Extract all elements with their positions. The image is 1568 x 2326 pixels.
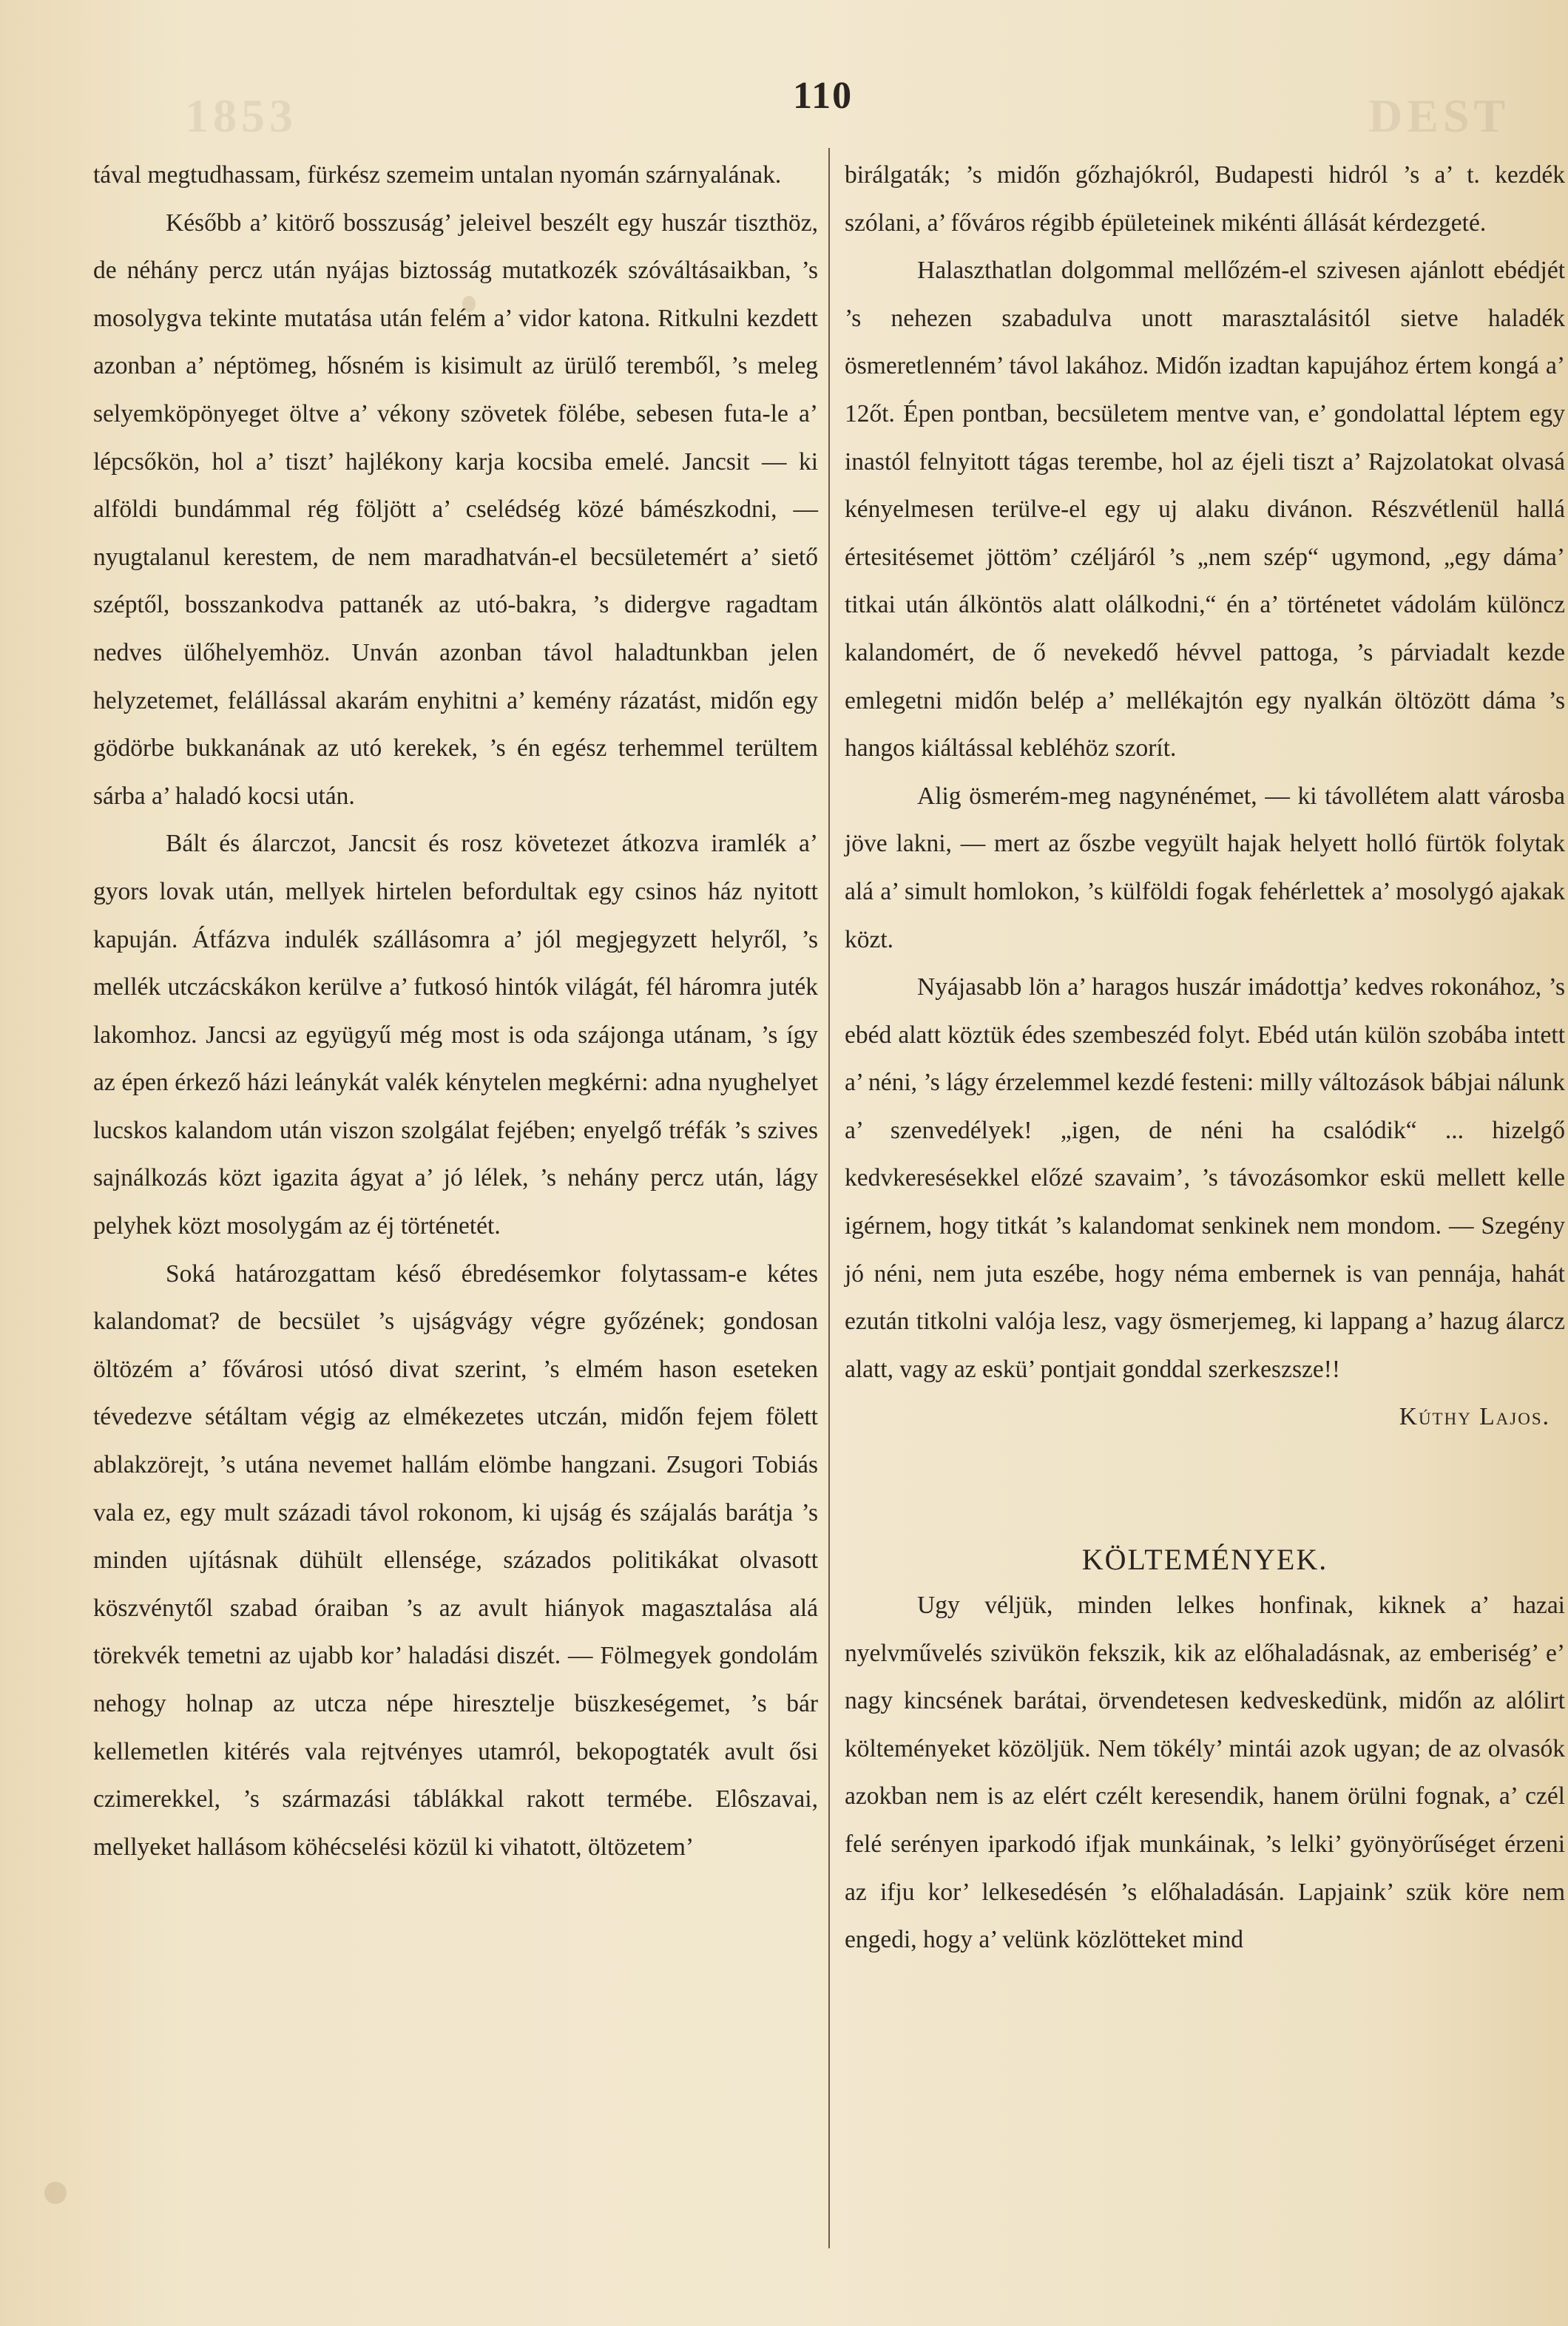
paragraph: tával megtudhassam, fürkész szemeim untalan nyomán szárnyalának. — [93, 161, 782, 189]
author-signature: Kúthy Lajos. — [1399, 1403, 1550, 1431]
section-title: KÖLTEMÉNYEK. — [1081, 1543, 1328, 1577]
column-divider — [828, 148, 830, 2248]
paragraph: Alig ösmerém-meg nagynénémet, — ki távollétem alatt városba jöve lakni, — mert az őszbe vegyült hajak helyett holló fürtök folytak alá a’ simult homlokon, ’s külföldi fogak fehérlettek a’ mosolygó ajakak közt. — [845, 782, 1565, 953]
page-number: 110 — [793, 75, 854, 117]
paragraph: Bált és álarczot, Jancsit és rosz követezet átkozva iramlék a’ gyors lovak után, mellyek hirtelen befordultak egy csinos ház nyitott kapuján. Átfázva indulék szállásomra a’ jól megjegyzett helyről, ’s mellék utczácskákon kerülve a’ futkosó hintók világát, fél háromra juték lakomhoz. Jancsi az együgyű még most is oda szájonga utánam, ’s így az épen érkező házi leánykát valék kénytelen megkérni: adna nyughelyet lucskos kalandom után viszon szolgálat fejében; enyelgő tréfák ’s szives sajnálkozás közt igazita ágyat a’ jó lélek, ’s nehány percz után, lágy pelyhek közt mosolygám az éj történetét. — [93, 830, 818, 1240]
bleed-through-mark-right: DEST — [1368, 89, 1510, 142]
paragraph: Halaszthatlan dolgommal mellőzém-el szivesen ajánlott ebédjét ’s nehezen szabadulva unott marasztalásitól sietve haladék ösmeretlenném’ távol lakához. Midőn izadtan kapujához értem kongá a’ 12őt. Épen pontban, becsületem mentve van, e’ gondolattal léptem egy inastól felnyitott tágas terembe, hol az éjeli tiszt a’ Rajzolatokat olvasá kényelmesen terülve-el egy uj alaku divánon. Részvétlenül hallá értesitésemet jöttöm’ czéljáról ’s „nem szép“ ugymond, „egy dáma’ titkai után álköntös alatt olálkodni,“ én a’ történetet vádolám különcz kalandomért, de ő nevekedő hévvel pattoga, ’s párviadalt kezde emlegetni midőn belép a’ mellékajtón egy nyalkán öltözött dáma ’s hangos kiáltással kebléhöz szorít. — [845, 257, 1565, 763]
paragraph: birálgaták; ’s midőn gőzhajókról, Budapesti hidról ’s a’ t. kezdék szólani, a’ főváros régibb épületeinek mikénti állását kérdezgeté. — [845, 161, 1565, 237]
right-column — [845, 152, 1565, 1964]
ink-stain — [44, 2182, 67, 2204]
paragraph: Nyájasabb lön a’ haragos huszár imádottja’ kedves rokonához, ’s ebéd alatt köztük édes szembeszéd folyt. Ebéd után külön szobába intett a’ néni, ’s lágy érzelemmel kezdé festeni: milly változások bábjai nálunk a’ szenvedélyek! „igen, de néni ha csalódik“ ... hizelgő kedvkeresésekkel előzé szavaim’, ’s távozásomkor eskü mellett kelle igérnem, hogy titkát ’s kalandomat senkinek nem mondom. — Szegény jó néni, nem juta eszébe, hogy néma embernek is van pennája, hahát ezután titkolni valója lesz, vagy ösmerjemeg, ki lappang a’ hazug álarcz alatt, vagy az eskü’ pontjait gonddal szerkeszsze!! — [845, 973, 1565, 1383]
paragraph: Később a’ kitörő bosszuság’ jeleivel beszélt egy huszár tiszthöz, de néhány percz után nyájas biztosság mutatkozék szóváltásaikban, ’s mosolygva tekinte mutatása után felém a’ vidor katona. Ritkulni kezdett azonban a’ néptömeg, hősném is kisimult az ürülő teremből, ’s meleg selyemköpönyeget öltve a’ vékony szövetek fölébe, sebesen futa-le a’ lépcsőkön, hol a’ tiszt’ hajlékony karja kocsiba emelé. Jancsit — ki alföldi bundámmal rég följött a’ cselédség közé bámészkodni, — nyugtalanul kerestem, de nem maradhatván-el becsületemért a’ siető széptől, bosszankodva pattanék az utó-bakra, ’s didergve ragadtam nedves ülőhelyemhöz. Unván azonban távol haladtunkban jelen helyzetemet, felállással akarám enyhitni a’ kemény rázatást, midőn egy gödörbe bukkanának az utó kerekek, ’s én egész terhemmel terültem sárba a’ haladó kocsi után. — [93, 209, 818, 810]
left-column — [93, 152, 818, 1871]
bleed-through-mark-left: 1853 — [185, 89, 297, 142]
section-paragraph: Ugy véljük, minden lelkes honfinak, kiknek a’ hazai nyelvművelés szivükön fekszik, kik az előhaladásnak, az emberiség’ e’ nagy kincsének barátai, örvendetesen kedveskedünk, midőn az alólirt költeményeket közöljük. Nem tökély’ mintái azok ugyan; de az olvasók azokban nem is az elért czélt keresendik, hanem örülni fognak, a’ czél felé serényen iparkodó ifjak munkáinak, ’s lelki’ gyönyörűséget érzeni az ifju kor’ lelkesedésén ’s előhaladásán. Lapjaink’ szük köre nem engedi, hogy a’ velünk közlötteket mind — [845, 1592, 1565, 1954]
paragraph: Soká határozgattam késő ébredésemkor folytassam-e kétes kalandomat? de becsület ’s ujságvágy végre győzének; gondosan öltözém a’ fővárosi utósó divat szerint, ’s elmém hason eseteken tévedezve sétáltam végig az elmékezetes utczán, midőn fejem fölett ablakzörejt, ’s utána nevemet hallám elömbe hangzani. Zsugori Tobiás vala ez, egy mult századi távol rokonom, ki ujság és szájalás barátja ’s minden ujításnak dühült ellensége, százados politikákat olvasott köszvénytől szabad óraiban ’s az avult hiányok magasztalása alá törekvék temetni az ujabb kor’ haladási diszét. — Fölmegyek gondolám nehogy holnap az utcza népe hiresztelje büszkeségemet, ’s bár kellemetlen kitérés vala rejtvényes utamról, bekopogtaték avult ősi czimerekkel, ’s származási táblákkal rakott termébe. Elôszavai, mellyeket hallásom köhécselési közül ki vihatott, öltözetem’ — [93, 1260, 818, 1861]
